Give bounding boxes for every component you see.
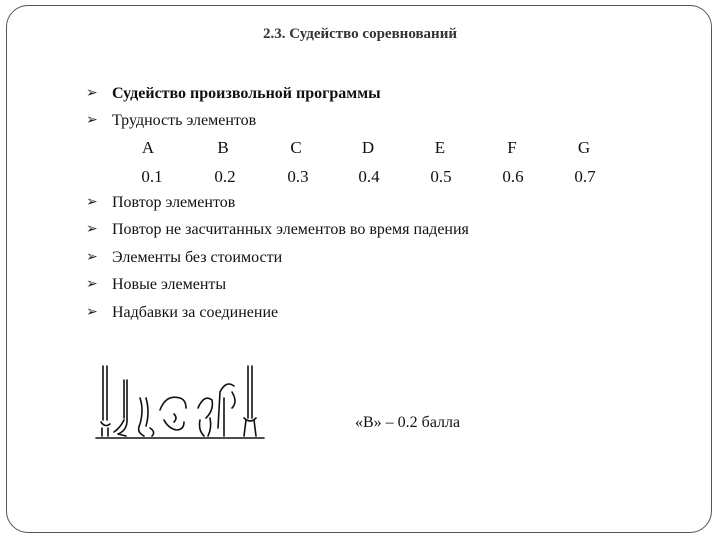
bullet-text: Элементы без стоимости [112,249,283,266]
group-label: C [290,138,302,157]
figure-pose [114,380,127,436]
bullet-text: Повтор элементов [112,194,236,211]
arrow-bullet-icon: ➢ [86,85,98,101]
bullet-item [86,194,235,212]
bullet-text: Судейство произвольной программы [112,85,381,102]
group-value: 0.4 [358,167,380,186]
arrow-bullet-icon: ➢ [86,221,98,237]
figure-caption: «B» – 0.2 балла [355,414,461,431]
group-value: 0.3 [287,167,309,186]
group-value: 0.5 [430,167,452,186]
figure-pose [139,398,154,436]
group-value: 0.6 [502,167,524,186]
arrow-bullet-icon: ➢ [86,276,98,292]
group-label: F [507,138,517,157]
bullet-text: Надбавки за соединение [112,304,279,321]
bullet-text: Трудность элементов [112,112,257,129]
arrow-bullet-icon: ➢ [86,304,98,320]
figure-pose [218,384,235,436]
figure-pose [160,397,186,430]
bullet-item [86,276,226,294]
bullet-item [86,221,469,239]
group-label: G [577,138,591,157]
bullet-item [86,112,256,130]
group-label: B [217,138,229,157]
slide-title: 2.3. Судейство соревнований [263,26,457,42]
bullet-text: Новые элементы [112,276,227,293]
figure-pose [244,366,256,436]
group-label: A [141,138,155,157]
group-label: D [361,138,375,157]
bullet-text: Повтор не засчитанных элементов во время падения [112,221,469,238]
bullet-item [86,249,282,267]
arrow-bullet-icon: ➢ [86,249,98,265]
group-value: 0.2 [214,167,236,186]
figure-pose [198,398,212,436]
group-label: E [434,138,446,157]
group-value: 0.1 [141,167,163,186]
bullet-item [86,304,278,322]
gymnastics-element-figure [94,358,266,442]
arrow-bullet-icon: ➢ [86,194,98,210]
figure-pose [101,366,110,436]
arrow-bullet-icon: ➢ [86,112,98,128]
group-value: 0.7 [574,167,596,186]
bullet-item [86,85,381,103]
